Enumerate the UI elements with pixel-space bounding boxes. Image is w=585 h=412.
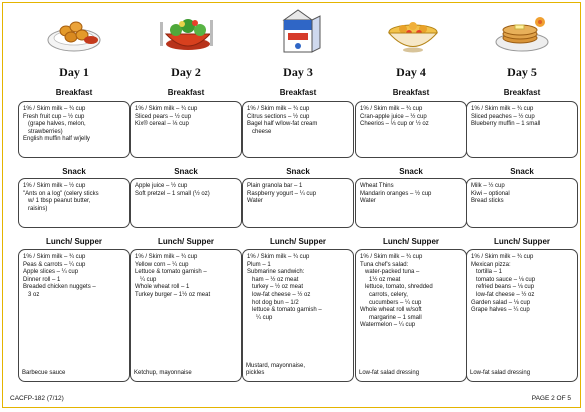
menu-item: Breaded chicken nuggets –: [23, 284, 96, 291]
menu-item: 1% / Skim milk – ¾ cup: [135, 106, 198, 112]
menu-item: 1% / Skim milk – ¾ cup: [135, 254, 198, 260]
condiments-note: [470, 370, 574, 378]
menu-item: English muffin half w/jelly: [23, 136, 90, 143]
menu-item: turkey – ½ oz meat: [252, 284, 304, 291]
menu-item: 1% / Skim milk – ¾ cup: [360, 254, 423, 260]
menu-item: Plum – 1: [247, 261, 271, 268]
menu-item: raisins): [28, 205, 48, 212]
menu-item: Plain granola bar – 1: [247, 183, 303, 189]
menu-item: 1% / Skim milk – ¾ cup: [247, 106, 310, 112]
day-title: Day 1: [59, 65, 89, 79]
snack-heading: Snack: [510, 167, 534, 176]
breakfast-box: [355, 101, 467, 158]
menu-item: cheese: [252, 128, 272, 135]
milk-carton-icon: [270, 6, 326, 54]
menu-item: Citrus sections – ½ cup: [247, 113, 310, 120]
menu-item: tomato sauce – ⅛ cup: [476, 276, 536, 283]
breakfast-heading: Breakfast: [503, 88, 541, 97]
menu-item: Tuna chef's salad:: [360, 261, 409, 268]
snack-box: [242, 178, 354, 228]
menu-item: 1% / Skim milk – ¾ cup: [471, 254, 534, 260]
menu-item: 1% / Skim milk – ¾ cup: [471, 106, 534, 112]
menu-item: Kiwi – optional: [471, 190, 510, 197]
menu-item: Lettuce & tomato garnish –: [135, 269, 207, 276]
menu-item: Dinner roll – 1: [23, 276, 61, 283]
breakfast-box: [18, 101, 130, 158]
menu-item: Apple slices – ¼ cup: [23, 269, 79, 276]
snack-box: [130, 178, 242, 228]
menu-item: tortilla – 1: [476, 269, 503, 276]
menu-item: 1% / Skim milk – ¾ cup: [360, 106, 423, 112]
snack-box: [18, 178, 130, 228]
snack-heading: Snack: [286, 167, 310, 176]
menu-item: Mexican pizza:: [471, 261, 511, 268]
breakfast-box: [466, 101, 578, 158]
lunch-heading: Lunch/ Supper: [158, 237, 214, 246]
lunch-box: [242, 249, 354, 382]
chicken-nuggets-plate-icon: [46, 6, 102, 54]
menu-item: low-fat cheese – ½ oz: [476, 291, 535, 298]
menu-item: Blueberry muffin – 1 small: [471, 121, 541, 128]
day-title: Day 3: [283, 65, 313, 79]
lunch-heading: Lunch/ Supper: [383, 237, 439, 246]
menu-item: lettuce & tomato garnish –: [252, 307, 322, 314]
breakfast-box: [130, 101, 242, 158]
snack-heading: Snack: [399, 167, 423, 176]
snack-heading: Snack: [174, 167, 198, 176]
lunch-box: [18, 249, 130, 382]
menu-item: Raspberry yogurt – ¼ cup: [247, 190, 317, 197]
cereal-bowl-icon: [383, 6, 439, 54]
lunch-box: [355, 249, 467, 382]
menu-item: Wheat Thins: [360, 183, 394, 189]
snack-heading: Snack: [62, 167, 86, 176]
menu-item: Whole wheat roll w/soft: [360, 307, 422, 314]
menu-item: Whole wheat roll – 1: [135, 284, 190, 291]
menu-item: Water: [247, 198, 263, 205]
menu-item: water-packed tuna –: [365, 269, 420, 276]
menu-item: low-fat cheese – ½ oz: [252, 291, 311, 298]
menu-item: ¼ cup: [140, 276, 157, 283]
menu-item: 1½ oz meat: [369, 276, 401, 283]
menu-item: Garden salad – ⅛ cup: [471, 299, 531, 306]
menu-item: Submarine sandwich:: [247, 269, 305, 276]
menu-item: 1% / Skim milk – ¾ cup: [23, 254, 86, 260]
menu-item: Water: [360, 198, 376, 205]
menu-item: Turkey burger – 1½ oz meat: [135, 291, 211, 298]
lunch-box: [130, 249, 242, 382]
condiments-note: [22, 370, 126, 378]
breakfast-heading: Breakfast: [279, 88, 317, 97]
condiment-line: pickles: [246, 370, 265, 377]
menu-item: Cheerios – ⅓ cup or ½ oz: [360, 121, 429, 128]
condiment-line: Mustard, mayonnaise,: [246, 362, 306, 369]
menu-item: Bagel half w/low-fat cream: [247, 121, 318, 128]
condiment-line: Barbecue sauce: [22, 370, 66, 377]
lunch-box: [466, 249, 578, 382]
menu-item: Bread sticks: [471, 198, 504, 205]
menu-item: w/ 1 tbsp peanut butter,: [28, 198, 91, 205]
condiments-note: [359, 370, 463, 378]
pancakes-plate-icon: [494, 6, 550, 54]
breakfast-heading: Breakfast: [392, 88, 430, 97]
condiment-line: Ketchup, mayonnaise: [134, 370, 192, 377]
menu-item: (grape halves, melon,: [28, 121, 86, 128]
menu-item: refried beans – ⅛ cup: [476, 284, 535, 291]
form-id: CACFP-182 (7/12): [10, 395, 64, 402]
condiment-line: Low-fat salad dressing: [359, 370, 420, 377]
day-title: Day 5: [507, 65, 537, 79]
menu-item: Sliced peaches – ½ cup: [471, 113, 535, 120]
menu-item: Fresh fruit cup – ½ cup: [23, 113, 85, 120]
menu-item: Yellow corn – ¼ cup: [135, 261, 189, 268]
menu-item: ¼ cup: [256, 314, 273, 321]
menu-item: 1% / Skim milk – ¾ cup: [247, 254, 310, 260]
menu-item: Sliced pears – ½ cup: [135, 113, 192, 120]
menu-item: margarine – 1 small: [369, 314, 422, 321]
snack-box: [355, 178, 467, 228]
menu-item: Watermelon – ¼ cup: [360, 322, 416, 329]
snack-box: [466, 178, 578, 228]
menu-item: "Ants on a log" (celery sticks: [23, 190, 99, 197]
menu-item: Peas & carrots – ¼ cup: [23, 261, 86, 268]
page-number: PAGE 2 OF 5: [531, 395, 571, 402]
menu-item: strawberries): [28, 128, 63, 135]
breakfast-heading: Breakfast: [55, 88, 93, 97]
breakfast-box: [242, 101, 354, 158]
menu-item: Mandarin oranges – ½ cup: [360, 190, 432, 197]
menu-item: cucumbers – ¼ cup: [369, 299, 422, 306]
menu-item: Milk – ½ cup: [471, 183, 505, 189]
menu-item: 1% / Skim milk – ¾ cup: [23, 106, 86, 112]
menu-item: 3 oz: [28, 291, 40, 298]
menu-item: Grape halves – ¼ cup: [471, 307, 530, 314]
menu-item: Soft pretzel – 1 small (½ oz): [135, 190, 210, 197]
menu-item: ham – ½ oz meat: [252, 276, 299, 283]
menu-item: Cran-apple juice – ½ cup: [360, 113, 427, 120]
menu-item: hot dog bun – 1/2: [252, 299, 299, 306]
lunch-heading: Lunch/ Supper: [494, 237, 550, 246]
condiment-line: Low-fat salad dressing: [470, 370, 531, 377]
day-title: Day 2: [171, 65, 201, 79]
menu-item: 1% / Skim milk – ½ cup: [23, 183, 86, 189]
salad-bowl-icon: [158, 6, 214, 54]
condiments-note: [134, 370, 238, 378]
menu-item: carrots, celery,: [369, 291, 408, 298]
condiments-note: [246, 363, 350, 378]
breakfast-heading: Breakfast: [167, 88, 205, 97]
lunch-heading: Lunch/ Supper: [46, 237, 102, 246]
menu-item: Apple juice – ½ cup: [135, 183, 188, 189]
menu-item: Kix® cereal – ⅓ cup: [135, 121, 189, 128]
lunch-heading: Lunch/ Supper: [270, 237, 326, 246]
menu-item: lettuce, tomato, shredded: [365, 284, 433, 291]
day-title: Day 4: [396, 65, 426, 79]
